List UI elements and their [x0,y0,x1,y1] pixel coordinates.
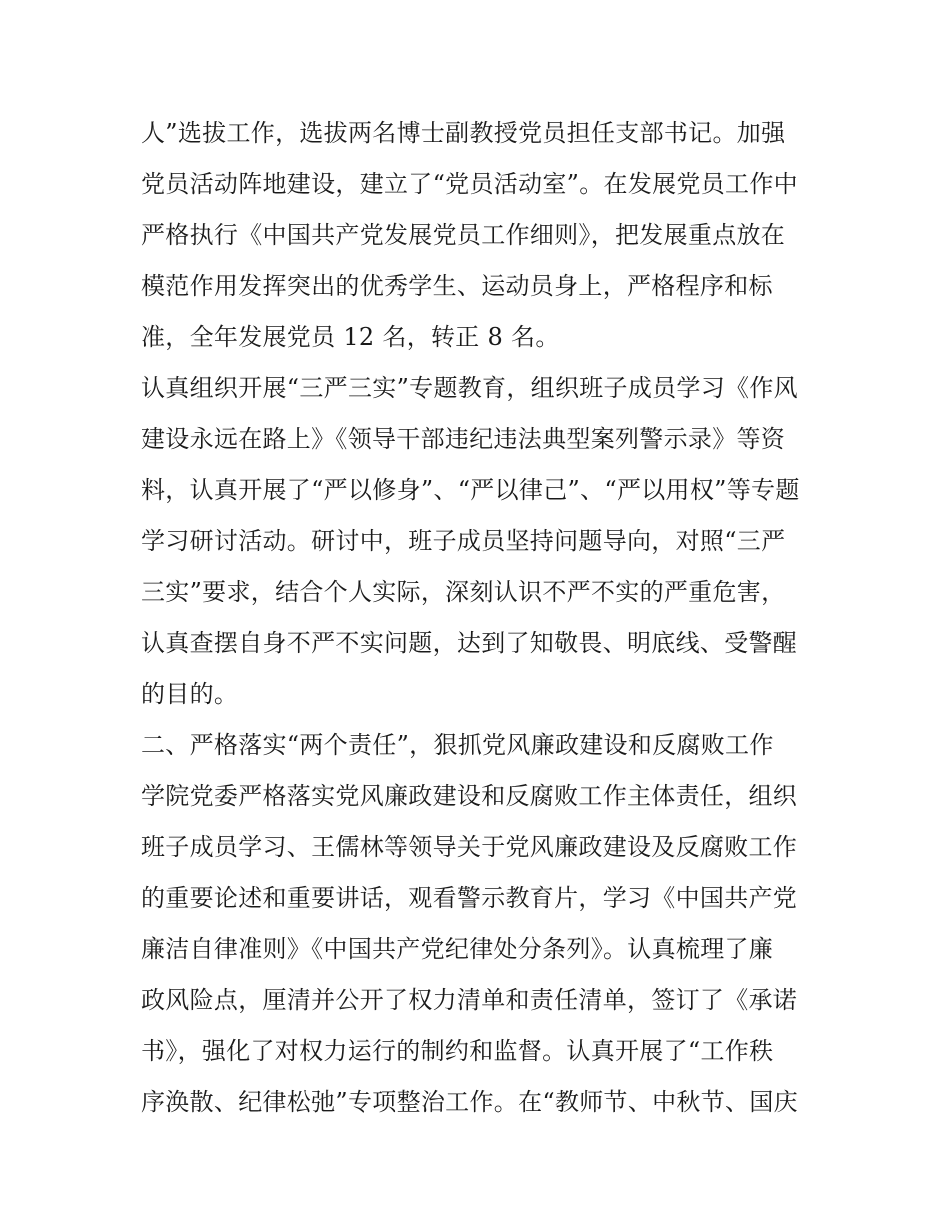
text-line: 严格执行《中国共产党发展党员工作细则》，把发展重点放在 [141,221,786,249]
text-line: 认真查摆自身不严不实问题，达到了知敬畏、明底线、受警醒 [141,629,798,657]
text-line: 准，全年发展党员 12 名，转正 8 名。 [141,323,560,351]
text-line: 党员活动阵地建设，建立了“党员活动室”。在发展党员工作中 [141,170,798,198]
text-line: 的目的。 [141,680,239,708]
text-line: 廉洁自律准则》《中国共产党纪律处分条列》。认真梳理了廉 [141,935,774,963]
text-line: 序涣散、纪律松弛”专项整治工作。在“教师节、中秋节、国庆 [141,1088,798,1116]
text-line: 建设永远在路上》《领导干部违纪违法典型案列警示录》等资 [141,425,786,453]
text-line: 认真组织开展“三严三实”专题教育，组织班子成员学习《作风 [141,374,798,402]
text-line: 学院党委严格落实党风廉政建设和反腐败工作主体责任，组织 [141,782,798,810]
text-line: 班子成员学习、王儒林等领导关于党风廉政建设及反腐败工作 [141,833,798,861]
text-line: 的重要论述和重要讲话，观看警示教育片，学习《中国共产党 [141,884,798,912]
section-heading: 二、严格落实“两个责任”，狠抓党风廉政建设和反腐败工作 [141,731,774,759]
text-line: 料，认真开展了“严以修身”、“严以律己”、“严以用权”等专题 [141,476,800,504]
text-line: 政风险点，厘清并公开了权力清单和责任清单，签订了《承诺 [141,986,798,1014]
body-text [141,108,821,1128]
text-line: 人”选拔工作，选拔两名博士副教授党员担任支部书记。加强 [141,119,786,147]
text-line: 模范作用发挥突出的优秀学生、运动员身上，严格程序和标 [141,272,773,300]
text-line: 学习研讨活动。研讨中，班子成员坚持问题导向，对照“三严 [141,527,786,555]
text-line: 书》，强化了对权力运行的制约和监督。认真开展了“工作秩 [141,1037,774,1065]
text-line: 三实”要求，结合个人实际，深刻认识不严不实的严重危害， [141,578,786,606]
